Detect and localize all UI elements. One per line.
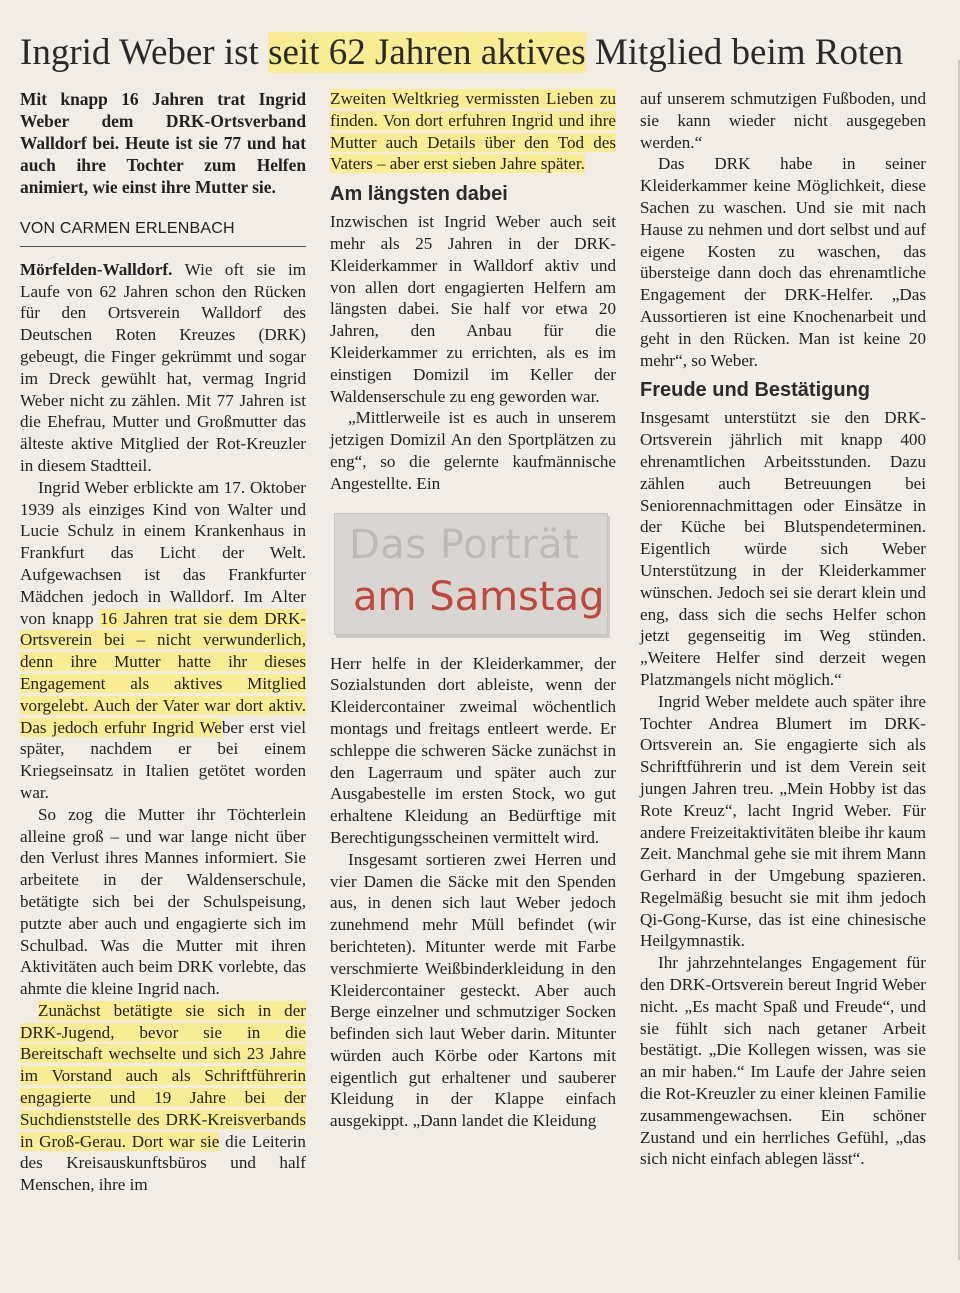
dateline-place: Mörfelden-Walldorf. <box>20 259 173 279</box>
paragraph: So zog die Mutter ihr Töchterlein alleine groß – und war lange nicht über den Verlust ihres Mannes informiert. Sie arbeitete in der Waldenserschule, betätigte sich bei der Schulspeisung, putzte aber auch und engagierte sich im Schulbad. Was die Mutter mit ihren Aktivitäten auch beim DRK vorlebte, das ahmte die kleine Ingrid nach. <box>20 804 306 999</box>
paragraph: Insgesamt sortieren zwei Herren und vier Damen die Säcke mit den Spenden aus, in denen sich laut Weber jedoch zunehmend mehr Müll befindet (wir berichteten). Mitunter werde mit Farbe verschmierte Weißbinderkleidung in den Kleidercontainer gesteckt. Aber auch Berge einzelner und schmutziger Socken befinden sich laut Weber darin. Mitunter würden auch Körbe oder Kartons mit eigentlich gut erhaltener und sauberer Kleidung in der Klappe einfach ausgekippt. „Dann landet die Kleidung <box>330 849 616 1131</box>
headline <box>20 30 950 76</box>
column-3 <box>640 88 926 1170</box>
headline-end: Mitglied beim Roten <box>585 32 904 73</box>
paragraph: auf unserem schmutzigen Fußboden, und sie kann wieder nicht ausgegeben werden.“ <box>640 89 926 152</box>
highlighted-text: Zunächst betätigte sie sich in der DRK-Jugend, bevor sie in die Bereitschaft wechselte und sich 23 Jahre im Vorstand auch als Schriftführerin engagierte und 19 Jahre bei der Suchdienststelle des DRK-Kreisverbands in Groß-Gerau. Dort war sie <box>20 1000 306 1151</box>
promo-subtitle: am Samstag <box>353 573 605 620</box>
paragraph: Insgesamt unterstützt sie den DRK-Ortsverein jährlich mit knapp 400 ehrenamtlichen Arbeitsstunden. Dazu zählen auch Betreuungen bei Seniorennachmittagen oder Einsätze in der Küche bei Blutspendeterminen. Eigentlich würde sich Weber Unterstützung in der Kleiderkammer wünschen. Jedoch sei sie derart klein und eng, dass sich die sechs Helfer schon jetzt gegenseitig im Weg stünden. „Weitere Helfer sind derzeit wegen Platzmangels nicht möglich.“ <box>640 408 926 689</box>
column-1 <box>20 88 306 1196</box>
headline-start: Ingrid Weber ist <box>20 32 269 73</box>
paragraph: Inzwischen ist Ingrid Weber auch seit mehr als 25 Jahren in der DRK-Kleiderkammer in Walldorf aktiv und von allen dort engagierten Helfern am längsten dabei. Sie half vor etwa 20 Jahren, den Anbau für die Kleiderkammer zu errichten, als es im einstigen Domizil im Keller der Waldenserschule zu eng geworden war. <box>330 212 616 406</box>
subheading: Freude und Bestätigung <box>640 379 870 402</box>
paragraph: Das DRK habe in seiner Kleiderkammer keine Möglichkeit, diese Sachen zu waschen. Und sie mit nach Hause zu nehmen und dort selbst und auf eigene Kosten zu waschen, das übersteige dann doch das ehrenamtliche Engagement der DRK-Helfer. „Das Aussortieren ist eine Knochenarbeit und geht in den Rücken. Man ist keine 20 mehr“, so Weber. <box>640 154 926 370</box>
paragraph-text: ber erst viel später, nachdem er bei einem Kriegseinsatz in Italien getötet worden war. <box>20 717 306 802</box>
highlighted-text: 16 Jahren trat sie dem DRK-Ortsverein bei – nicht verwunderlich, denn ihre Mutter hatte ihr dieses Engagement als aktives Mitglied vorgelebt. Auch der Vater war dort aktiv. Das jedoch erfuhr Ingrid We <box>20 608 306 737</box>
byline: VON CARMEN ERLENBACH <box>20 218 306 247</box>
paragraph: Ingrid Weber meldete auch später ihre Tochter Andrea Blumert im DRK-Ortsverein an. Sie engagierte sich als Schriftführerin und ist dem Verein seit jungen Jahren treu. „Mein Hobby ist das Rote Kreuz“, lacht Ingrid Weber. Für andere Freizeitaktivitäten bleibe ihr kaum Zeit. Manchmal gehe sie mit ihrem Mann Gerhard in der Umgebung spazieren. Regelmäßig besucht sie mit ihm jedoch Qi-Gong-Kurse, das ist eine chinesische Heilgymnastik. <box>640 691 926 951</box>
paragraph-text: die Leiterin des Kreisauskunftsbüros und half Menschen, ihre im <box>20 1131 306 1195</box>
promo-title: Das Porträt <box>349 521 580 568</box>
paragraph <box>20 1000 306 1196</box>
promo-box <box>334 513 608 635</box>
paragraph: „Mittlerweile ist es auch in unserem jetzigen Domizil An den Sportplätzen zu eng“, so die gelernte kaufmännische Angestellte. Ein <box>330 408 616 493</box>
paragraph-text: Ingrid Weber erblickte am 17. Oktober 1939 als einziges Kind von Walter und Lucie Schulz in einem Krankenhaus in Frankfurt das Licht der Welt. Aufgewachsen ist das Frankfurter Mädchen jedoch in Walldorf. Im Alter von knapp <box>20 477 306 628</box>
article-lead: Mit knapp 16 Jahren trat Ingrid Weber dem DRK-Ortsverband Walldorf bei. Heute ist sie 77 und hat auch ihre Tochter zum Helfen animiert, wie einst ihre Mutter sie. <box>20 89 306 197</box>
highlighted-text: Zweiten Weltkrieg vermissten Lieben zu finden. Von dort erfuhren Ingrid und ihre Mutter auch Details über den Tod des Vaters – aber erst sieben Jahre später. <box>330 89 616 174</box>
paragraph <box>330 88 616 175</box>
subheading: Am längsten dabei <box>330 183 508 206</box>
headline-highlight: seit 62 Jahren aktives <box>268 32 586 73</box>
paragraph-text: Wie oft sie im Laufe von 62 Jahren schon den Rücken für den Ortsverein Walldorf des Deutschen Roten Kreuzes (DRK) gebeugt, die Finger gekrümmt und sogar im Dreck gewühlt hat, vermag Ingrid Weber nicht zu zählen. Mit 77 Jahren ist die Ehefrau, Mutter und Großmutter das älteste aktive Mitglied der Rot-Kreuzler in diesem Stadtteil. <box>20 259 306 475</box>
column-2 <box>330 88 616 1132</box>
paragraph: Ihr jahrzehntelanges Engagement für den DRK-Ortsverein bereut Ingrid Weber nicht. „Es macht Spaß und Freude“, und sie fühlt sich nach getaner Arbeit bestätigt. „Die Kollegen wissen, was sie an mir haben.“ Im Laufe der Jahre seien die Rot-Kreuzler zu einer kleinen Familie zusammengewachsen. Ein schöner Zustand und ein herrliches Gefühl, „das sich nicht einfach ablegen lässt“. <box>640 953 926 1169</box>
paragraph <box>20 477 306 804</box>
paragraph <box>20 259 306 477</box>
paragraph: Herr helfe in der Kleiderkammer, der Sozialstunden dort ableiste, wenn der Kleidercontainer zweimal wöchentlich montags und freitags entleert werde. Er schleppe die schweren Säcke zunächst in den Lagerraum und später auch zur Ausgabestelle im ersten Stock, wo gut erhaltene Kleidung an Bedürftige mit Berechtigungsscheinen vermittelt wird. <box>330 653 616 847</box>
